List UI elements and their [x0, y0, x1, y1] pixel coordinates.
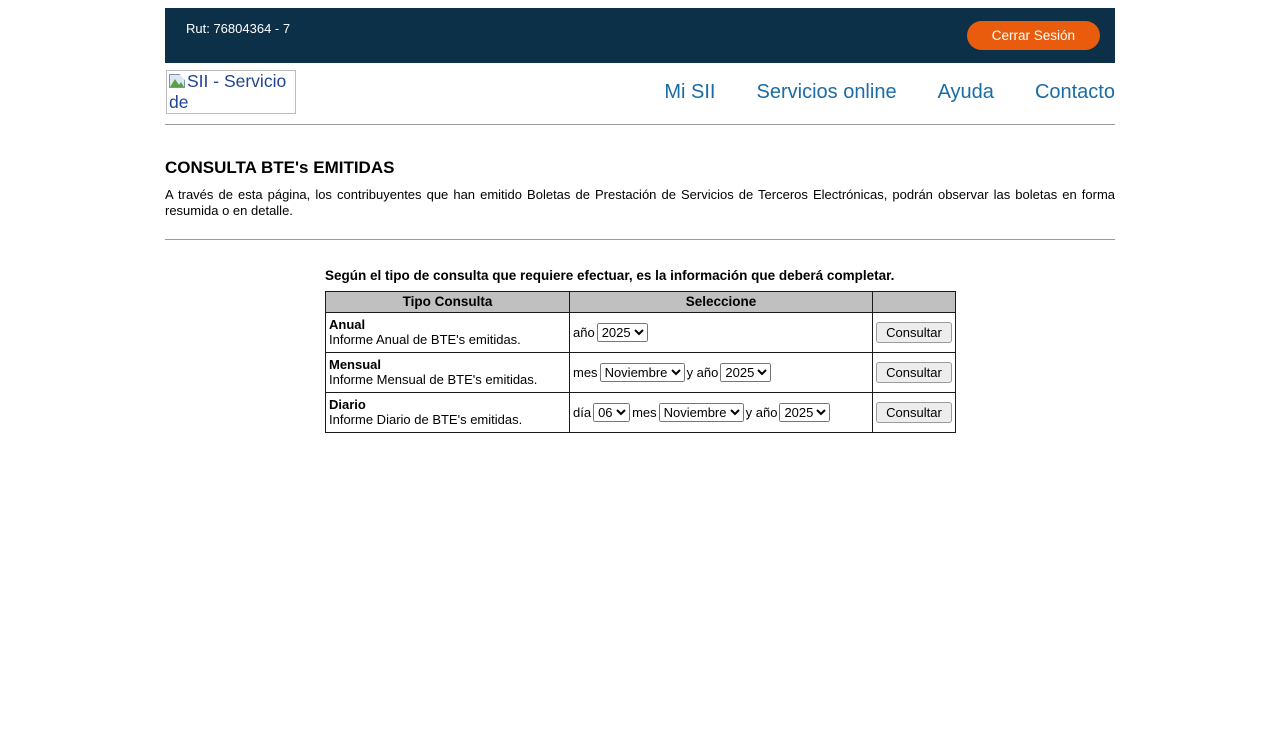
row-type-diario: Diario	[329, 397, 366, 412]
table-header-row	[326, 291, 956, 312]
site-header	[165, 63, 1115, 124]
mensual-month-select[interactable]	[600, 363, 685, 382]
mensual-year-label: y año	[686, 364, 719, 380]
anual-year-select[interactable]	[597, 323, 648, 342]
sii-logo-link[interactable]	[166, 70, 296, 114]
page-description: A través de esta página, los contribuyentes que han emitido Boletas de Prestación de Servicios de Terceros Electrónicas, podrán observar las boletas en forma resumida o en detalle.	[165, 187, 1115, 218]
diario-day-select[interactable]	[593, 403, 630, 422]
diario-day-label: día	[573, 404, 592, 420]
header-seleccione: Seleccione	[570, 291, 873, 312]
mensual-year-select[interactable]	[720, 363, 771, 382]
row-type-anual: Anual	[329, 317, 366, 332]
row-type-mensual: Mensual	[329, 357, 382, 372]
logout-button[interactable]: Cerrar Sesión	[967, 21, 1100, 50]
table-row-diario	[326, 392, 956, 432]
mensual-month-label: mes	[573, 364, 598, 380]
consultar-diario-button[interactable]: Consultar	[876, 402, 952, 423]
row-desc-diario: Informe Diario de BTE's emitidas.	[329, 412, 523, 427]
diario-year-label: y año	[745, 404, 778, 420]
header-tipo-consulta: Tipo Consulta	[326, 291, 570, 312]
logo-alt-text: SII - Servicio de	[169, 71, 287, 112]
broken-image-icon	[169, 74, 186, 89]
main-nav	[664, 81, 1115, 104]
intro-text: Según el tipo de consulta que requiere efectuar, es la información que deberá completar.	[325, 268, 895, 283]
diario-year-select[interactable]	[779, 403, 830, 422]
table-row-anual	[326, 312, 956, 352]
row-desc-mensual: Informe Mensual de BTE's emitidas.	[329, 372, 538, 387]
diario-month-label: mes	[632, 404, 657, 420]
nav-mi-sii[interactable]: Mi SII	[664, 80, 716, 103]
nav-ayuda[interactable]: Ayuda	[937, 80, 994, 103]
consulta-table	[325, 291, 956, 433]
header-divider	[165, 124, 1115, 125]
anual-year-label: año	[573, 324, 595, 340]
page-title: CONSULTA BTE's EMITIDAS	[165, 158, 395, 177]
consultar-anual-button[interactable]: Consultar	[876, 322, 952, 343]
content-divider	[165, 239, 1115, 240]
table-row-mensual	[326, 352, 956, 392]
rut-label: Rut: 76804364 - 7	[186, 21, 291, 36]
nav-contacto[interactable]: Contacto	[1034, 80, 1115, 103]
header-action	[873, 291, 956, 312]
row-desc-anual: Informe Anual de BTE's emitidas.	[329, 332, 521, 347]
consultar-mensual-button[interactable]: Consultar	[876, 362, 952, 383]
session-bar	[165, 8, 1115, 63]
consulta-section	[325, 268, 955, 433]
page-container	[165, 8, 1115, 433]
nav-servicios-online[interactable]: Servicios online	[756, 80, 897, 103]
diario-month-select[interactable]	[659, 403, 744, 422]
